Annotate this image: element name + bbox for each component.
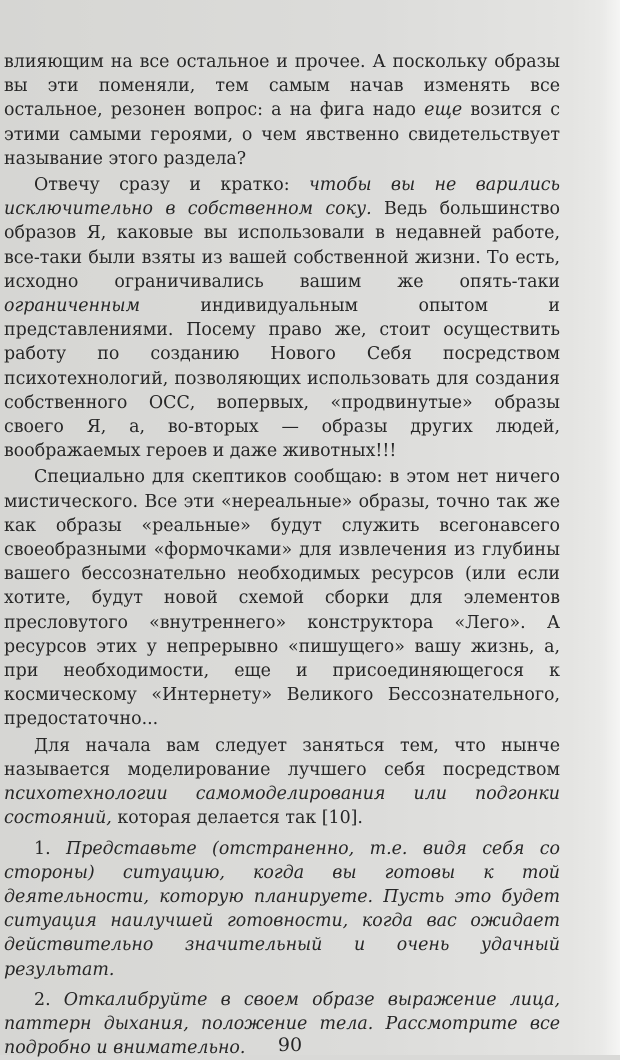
paragraph	[4, 50, 560, 171]
text-span: которая делается так [10].	[111, 808, 363, 829]
text-span: индивидуальным опытом и представлениями. Посему право же, стоит осуществить работу по созданию Нового Себя посредством психотехнологий, позволяющих использовать для создания собственного ОСС, вопервых, «продвинутые» образы своего Я, а, во-вторых — образы других людей, воображаемых героев и даже животных!!!	[4, 296, 560, 462]
page-edge-shadow	[602, 0, 620, 1055]
step-number: 2.	[34, 989, 64, 1010]
text-span: влияющим на все остальное и прочее. А поскольку образы вы эти поменяли, тем самым начав изменять все остальное, резонен вопрос: а на фига надо	[4, 52, 560, 121]
text-span: Для начала вам следует заняться тем, что нынче называется моделирование лучшего себя посредством	[4, 735, 560, 780]
italic-span: ограниченным	[4, 296, 141, 317]
italic-span: Откалибруйте в своем образе выражение лица, паттерн дыхания, положение тела. Рассмотрите все подробно и внимательно.	[4, 989, 560, 1059]
paragraph	[4, 173, 560, 463]
paragraph	[4, 734, 560, 831]
page-number: 90	[277, 1034, 303, 1056]
paragraph	[4, 465, 560, 731]
italic-span: еще	[424, 100, 463, 121]
page-body-text	[4, 50, 560, 1060]
text-span: Специально для скептиков сообщаю: в этом нет ничего мистического. Все эти «нереальные» образы, точно так же как образы «реальные» будут служить всегонавсего своеобразными «формочками» для извлечения из глубины вашего бессознательно необходимых ресурсов (или если хотите, будут новой схемой сборки для элементов пресловутого «внутреннего» конструктора «Лего». А ресурсов этих у непрерывно «пишущего» вашу жизнь, а, при необходимости, еще и присоединяющегося к космическому «Интернету» Великого Бессознательного, предостаточно...	[4, 467, 560, 730]
italic-span: чтобы вы не варились исключительно в собственном соку.	[4, 175, 560, 220]
step-number: 1.	[34, 838, 67, 859]
text-span: Отвечу сразу и кратко:	[34, 175, 309, 196]
italic-span: Представьте (отстраненно, т.е. видя себя со стороны) ситуацию, когда вы готовы к той деятельности, которую планируете. Пусть это будет ситуация наилучшей готовности, когда вас ожидает действительно значительный и очень удачный результат.	[4, 838, 560, 980]
italic-span: психотехнологии самомоделирования или подгонки состояний,	[4, 784, 560, 829]
text-span: возится с этими самыми героями, о чем явственно свидетельствует называние этого раздела?	[4, 100, 560, 169]
text-span: Ведь большинство образов Я, каковые вы использовали в недавней работе, все-таки были взяты из вашей собственной жизни. То есть, исходно ограничивались вашим же опять-таки	[4, 199, 560, 292]
step-paragraph	[4, 837, 560, 982]
